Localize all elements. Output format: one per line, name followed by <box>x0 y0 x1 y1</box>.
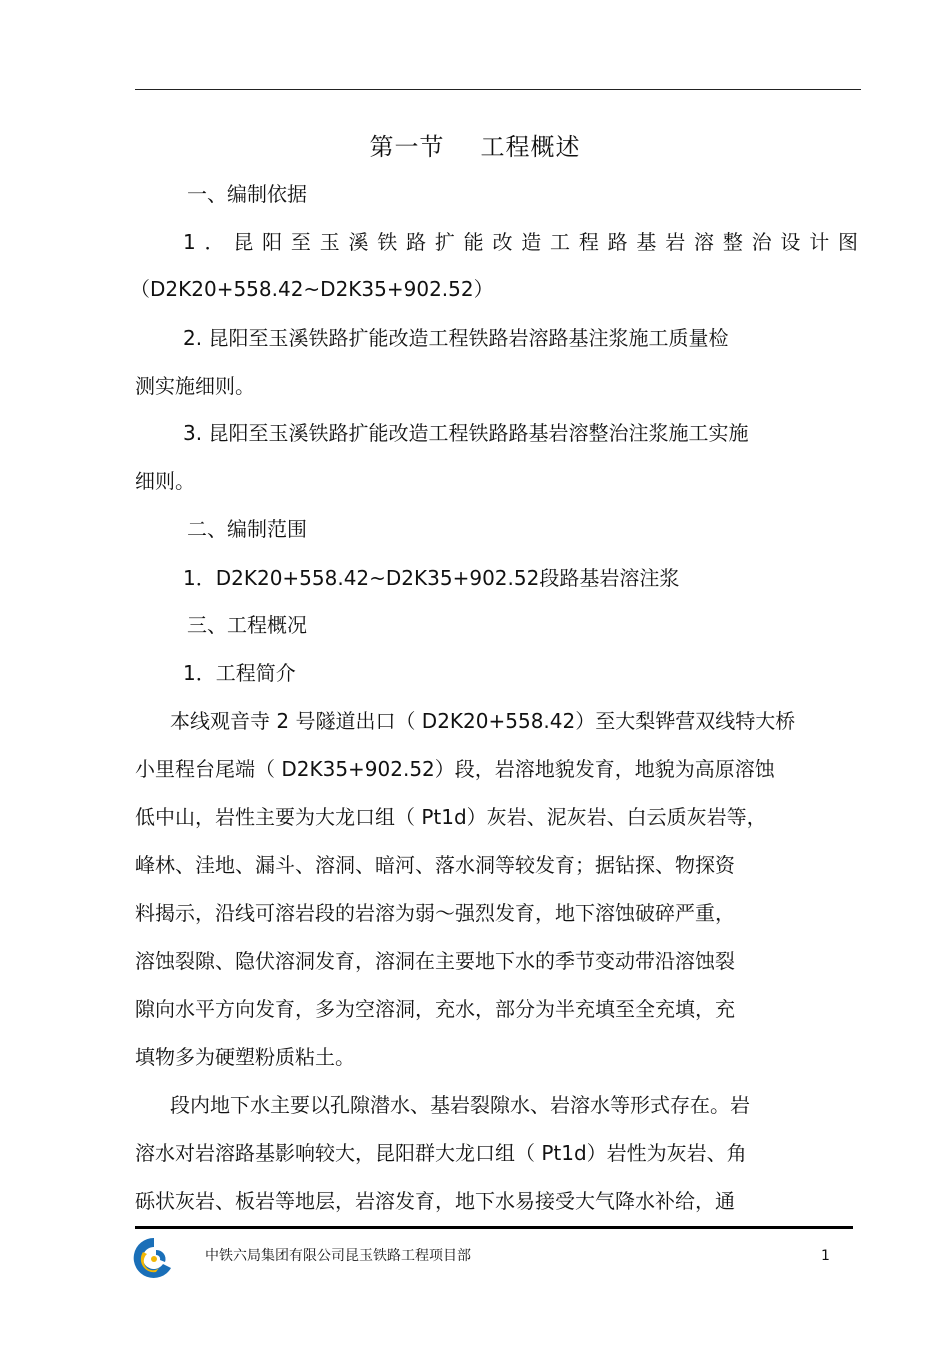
basis-item-3-line-1: 3. 昆阳至玉溪铁路扩能改造工程铁路路基岩溶整治注浆施工实施 <box>183 421 749 445</box>
paragraph-1-line: 小里程台尾端（ D2K35+902.52）段，岩溶地貌发育，地貌为高原溶蚀 <box>135 757 775 781</box>
paragraph-2-line: 溶水对岩溶路基影响较大，昆阳群大龙口组（ Pt1d）岩性为灰岩、角 <box>135 1141 747 1165</box>
paragraph-1-line: 本线观音寺 2 号隧道出口（ D2K20+558.42）至大梨铧营双线特大桥 <box>170 709 796 733</box>
paragraph-1-line: 峰林、洼地、漏斗、溶洞、暗河、落水洞等较发育；据钻探、物探资 <box>135 853 735 877</box>
basis-item-1-line-1: 1．昆阳至玉溪铁路扩能改造工程路基岩溶整治设计图 <box>183 230 858 254</box>
basis-item-2-line-2: 测实施细则。 <box>135 374 255 398</box>
basis-item-3-line-2: 细则。 <box>135 469 195 493</box>
paragraph-2-line: 段内地下水主要以孔隙潜水、基岩裂隙水、岩溶水等形式存在。岩 <box>170 1093 750 1117</box>
section-number: 第一节 <box>369 133 445 161</box>
basis-item-2-line-1: 2. 昆阳至玉溪铁路扩能改造工程铁路岩溶路基注浆施工质量检 <box>183 326 729 350</box>
heading-scope: 二、编制范围 <box>187 517 307 541</box>
paragraph-1-line: 低中山，岩性主要为大龙口组（ Pt1d）灰岩、泥灰岩、白云质灰岩等， <box>135 805 767 829</box>
scope-item-1: 1．D2K20+558.42~D2K35+902.52段路基岩溶注浆 <box>183 566 680 590</box>
footer-rule <box>135 1226 853 1229</box>
heading-overview: 三、工程概况 <box>187 613 307 637</box>
overview-sub-1: 1．工程简介 <box>183 661 296 685</box>
section-title <box>0 127 950 162</box>
paragraph-1-line: 隙向水平方向发育，多为空溶洞，充水，部分为半充填至全充填，充 <box>135 997 735 1021</box>
paragraph-1-line: 填物多为硬塑粉质粘土。 <box>135 1045 355 1069</box>
basis-item-1-line-2: （D2K20+558.42~D2K35+902.52） <box>130 277 494 301</box>
paragraph-2-line: 砾状灰岩、板岩等地层，岩溶发育，地下水易接受大气降水补给，通 <box>135 1189 735 1213</box>
paragraph-1-line: 料揭示，沿线可溶岩段的岩溶为弱～强烈发育，地下溶蚀破碎严重， <box>135 901 735 925</box>
heading-basis: 一、编制依据 <box>187 182 307 206</box>
footer-company: 中铁六局集团有限公司昆玉铁路工程项目部 <box>205 1248 471 1264</box>
page-number: 1 <box>821 1248 830 1264</box>
header-rule <box>135 89 861 90</box>
company-logo-icon <box>127 1232 181 1284</box>
paragraph-1-line: 溶蚀裂隙、隐伏溶洞发育，溶洞在主要地下水的季节变动带沿溶蚀裂 <box>135 949 735 973</box>
section-name: 工程概述 <box>480 133 581 161</box>
